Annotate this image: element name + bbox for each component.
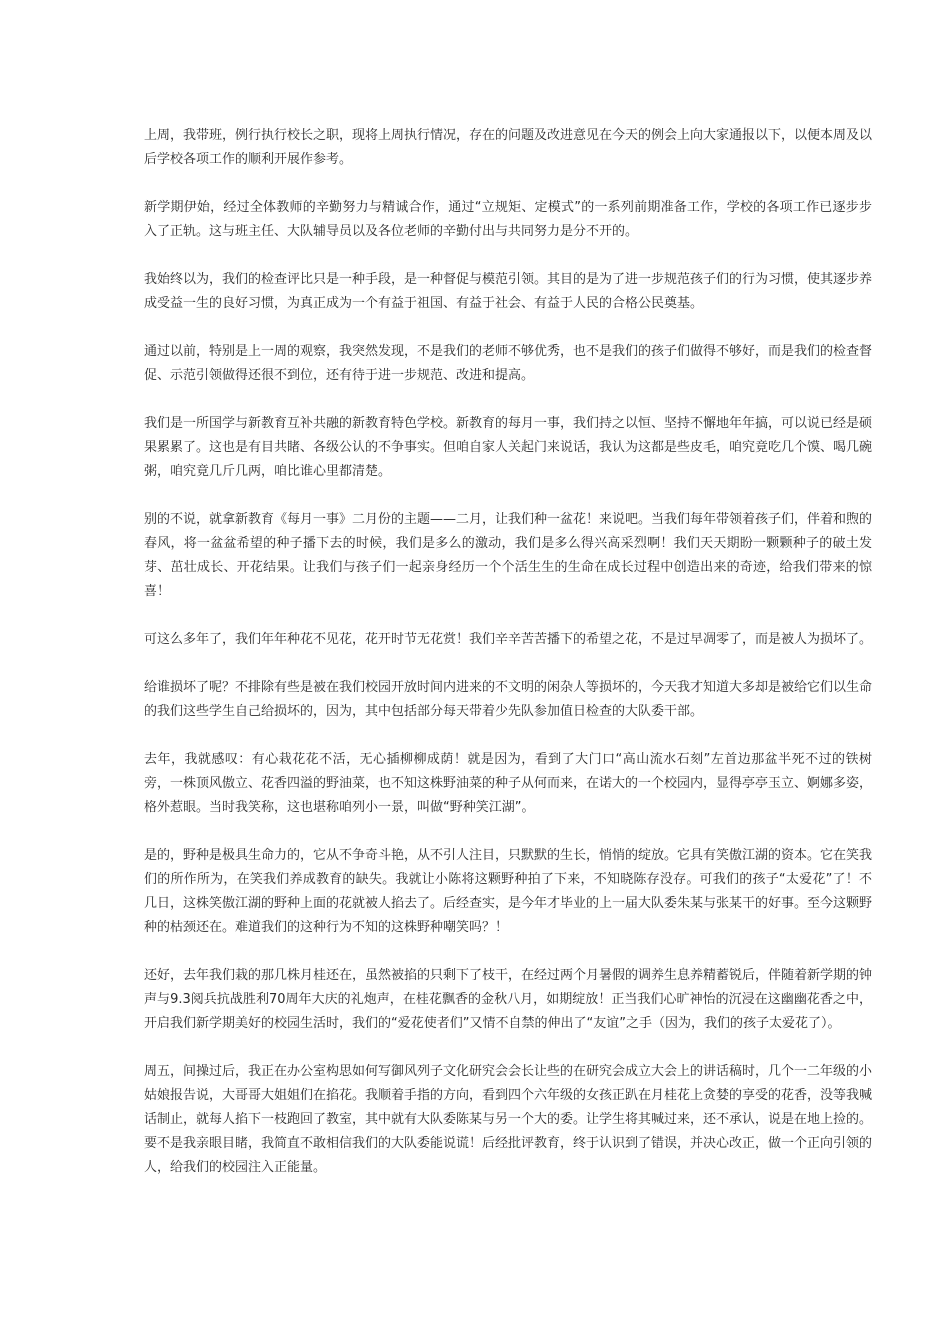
paragraph-6: 别的不说，就拿新教育《每月一事》二月份的主题——二月，让我们种一盆花！来说吧。当我们每年带领着孩子们，伴着和煦的春风，将一盆盆希望的种子播下去的时候，我们是多么的激动，我们是多么得兴高采烈啊！我们天天期盼一颗颗种子的破土发芽、茁壮成长、开花结果。让我们与孩子们一起亲身经历一个个活生生的生命在成长过程中创造出来的奇迹，给我们带来的惊喜！ (144, 512, 873, 599)
paragraph-2: 新学期伊始，经过全体教师的辛勤努力与精诚合作，通过“立规矩、定模式”的一系列前期准备工作，学校的各项工作已逐步步入了正轨。这与班主任、大队辅导员以及各位老师的辛勤付出与共同努力是分不开的。 (144, 200, 872, 239)
paragraph-10: 是的，野种是极具生命力的，它从不争奇斗艳，从不引人注目，只默默的生长，悄悄的绽放。它具有笑傲江湖的资本。它在笑我们的所作所为，在笑我们养成教育的缺失。我就让小陈将这颗野种拍了下来，不知晓陈存没存。可我们的孩子“太爱花”了！不几日，这株笑傲江湖的野种上面的花就被人掐去了。后经查实，是今年才毕业的上一届大队委朱某与张某干的好事。至今这颗野种的枯颈还在。难道我们的这种行为不知的这株野种嘲笑吗？！ (144, 848, 873, 935)
paragraph-7: 可这么多年了，我们年年种花不见花，花开时节无花赏！我们辛辛苦苦播下的希望之花，不是过早凋零了，而是被人为损坏了。 (144, 632, 873, 647)
paragraph-1: 上周，我带班，例行执行校长之职，现将上周执行情况，存在的问题及改进意见在今天的例会上向大家通报以下，以便本周及以后学校各项工作的顺利开展作参考。 (144, 128, 873, 167)
paragraph-5: 我们是一所国学与新教育互补共融的新教育特色学校。新教育的每月一事，我们持之以恒、坚持不懈地年年搞，可以说已经是硕果累累了。这也是有目共睹、各级公认的不争事实。但咱自家人关起门来说话，我认为这都是些皮毛，咱究竟吃几个馍、喝几碗粥，咱究竟几斤几两，咱比谁心里都清楚。 (144, 416, 873, 479)
paragraph-4: 通过以前，特别是上一周的观察，我突然发现，不是我们的老师不够优秀，也不是我们的孩子们做得不够好，而是我们的检查督促、示范引领做得还很不到位，还有待于进一步规范、改进和提高。 (144, 344, 873, 383)
paragraph-12: 周五，间操过后，我正在办公室构思如何写御风列子文化研究会会长让些的在研究会成立大会上的讲话稿时，几个一二年级的小姑娘报告说，大哥哥大姐姐们在掐花。我顺着手指的方向，看到四个六年级的女孩正趴在月桂花上贪婪的享受的花香，没等我喊话制止，就每人掐下一枝跑回了教室，其中就有大队委陈某与另一个大的委。让学生将其喊过来，还不承认，说是在地上捡的。要不是我亲眼目睹，我简直不敢相信我们的大队委能说谎！后经批评教育，终于认识到了错误，并决心改正，做一个正向引领的人，给我们的校园注入正能量。 (144, 1064, 873, 1175)
paragraph-3: 我始终以为，我们的检查评比只是一种手段，是一种督促与模范引领。其目的是为了进一步规范孩子们的行为习惯，使其逐步养成受益一生的良好习惯，为真正成为一个有益于祖国、有益于社会、有益于人民的合格公民奠基。 (144, 272, 873, 311)
paragraph-8: 给谁损坏了呢？不排除有些是被在我们校园开放时间内进来的不文明的闲杂人等损坏的，今天我才知道大多却是被给它们以生命的我们这些学生自己给损坏的，因为，其中包括部分每天带着少先队参加值日检查的大队委干部。 (144, 680, 873, 719)
document-body (144, 124, 872, 1204)
paragraph-9: 去年，我就感叹：有心栽花花不活，无心插柳柳成荫！就是因为，看到了大门口“高山流水石刻”左首边那盆半死不过的铁树旁，一株顶风傲立、花香四溢的野油菜，也不知这株野油菜的种子从何而来，在诺大的一个校园内，显得亭亭玉立、婀娜多姿，格外惹眼。当时我笑称，这也堪称咱列小一景，叫做“野种笑江湖”。 (144, 752, 873, 815)
paragraph-11: 还好，去年我们栽的那几株月桂还在，虽然被掐的只剩下了枝干，在经过两个月暑假的调养生息养精蓄锐后，伴随着新学期的钟声与9.3阅兵抗战胜利70周年大庆的礼炮声，在桂花飘香的金秋八月，如期绽放！正当我们心旷神怡的沉浸在这幽幽花香之中，开启我们新学期美好的校园生活时，我们的“爱花使者们”又情不自禁的伸出了“友谊”之手（因为，我们的孩子太爱花了）。 (144, 968, 873, 1031)
